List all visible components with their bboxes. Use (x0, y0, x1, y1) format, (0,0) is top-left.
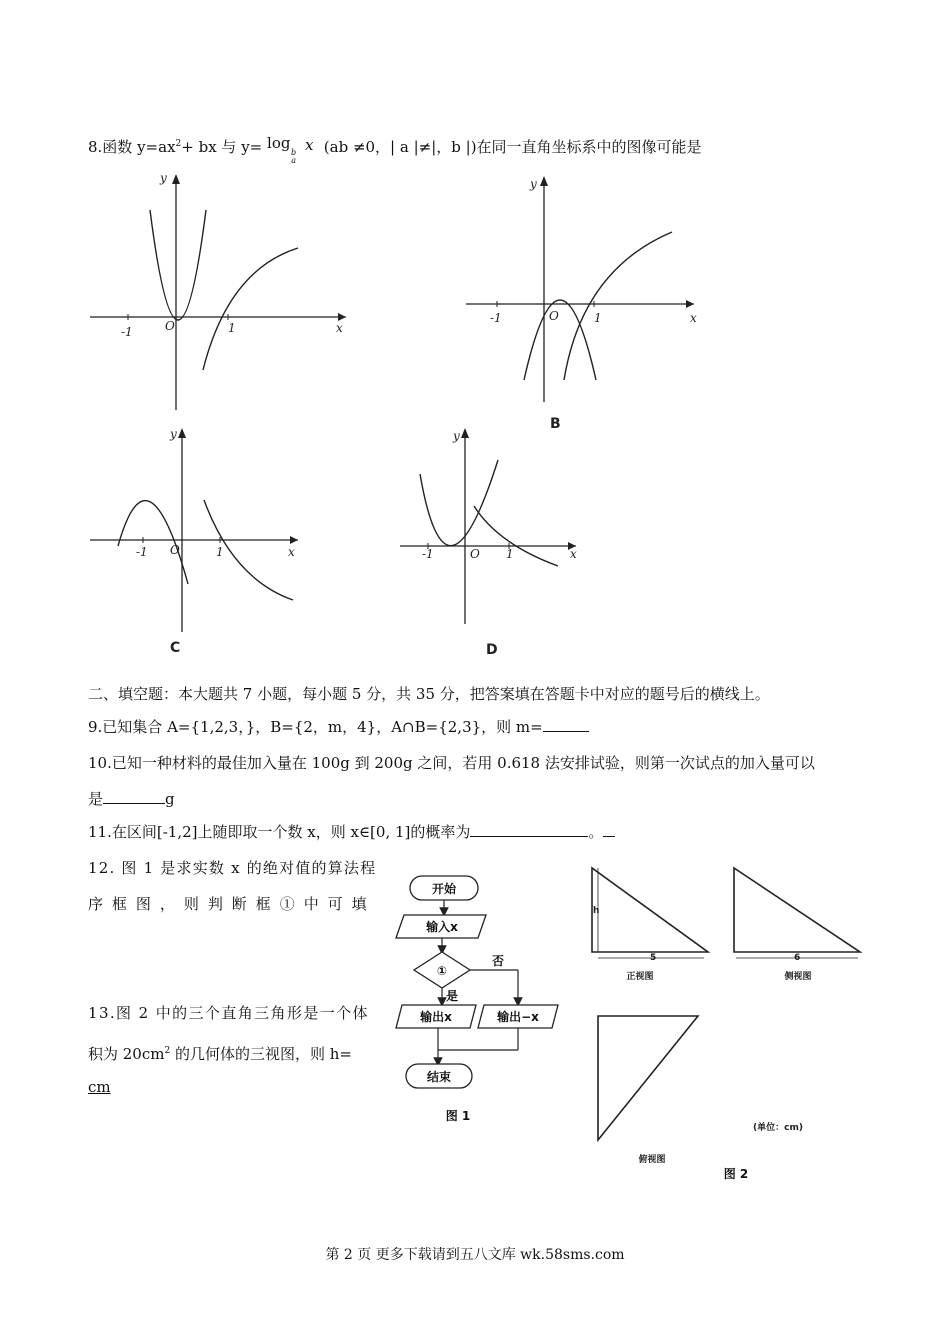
axis-x-label: x (288, 545, 295, 559)
no-label: 否 (492, 954, 505, 968)
graph-option-b (462, 170, 722, 432)
question-9: 9.已知集合 A={1,2,3，}，B={2，m，4}，A∩B={2,3}，则 m= (88, 717, 589, 737)
end-label: 结束 (426, 1070, 452, 1084)
axis-x-label: x (570, 547, 577, 561)
origin-label: O (470, 547, 480, 561)
tick-1: 1 (228, 321, 236, 335)
tick-neg1: -1 (136, 545, 148, 559)
dim-6: 6 (794, 953, 801, 963)
origin-label: O (549, 309, 559, 323)
figure-2-caption: 图 2 (723, 1167, 749, 1181)
log-expression: log x b a (267, 134, 314, 165)
side-view-label: 侧视图 (784, 972, 812, 982)
front-view-label: 正视图 (626, 972, 654, 982)
question-13-line1: 13.图 2 中的三个直角三角形是一个体 (88, 1004, 369, 1022)
section-2-heading: 二、填空题：本大题共 7 小题，每小题 5 分，共 35 分，把答案填在答题卡中对应的题号后的横线上。 (88, 685, 770, 703)
front-view-triangle (592, 868, 708, 952)
tick-neg1: -1 (422, 547, 434, 561)
tick-1: 1 (594, 311, 602, 325)
axis-y-label: y (170, 427, 177, 441)
yes-label: 是 (446, 989, 459, 1003)
graph-option-d (398, 424, 588, 660)
axis-x-label: x (336, 321, 343, 335)
tick-1: 1 (216, 545, 224, 559)
answer-blank-10[interactable] (103, 789, 165, 804)
log-base: b a (291, 148, 297, 165)
option-c-label: C (170, 640, 181, 656)
input-label: 输入x (426, 920, 458, 934)
condition-label: ① (436, 964, 448, 978)
axis-y-label: y (453, 429, 460, 443)
output-x-label: 输出x (420, 1010, 452, 1024)
figure-1-caption: 图 1 (445, 1109, 471, 1123)
output-neg-x-label: 输出−x (497, 1010, 539, 1024)
option-b-label: B (550, 416, 561, 432)
question-8: 8.函数 $y=ax^2+$ bx 与 y= log x b a (ab ≠0，| a |≠|，b |)在同一直角坐标系中的图像可能是 (88, 134, 702, 165)
answer-blank-11[interactable] (470, 822, 588, 837)
start-label: 开始 (431, 882, 457, 896)
question-12-line1: 12. 图 1 是求实数 x 的绝对值的算法程 (88, 859, 377, 877)
question-11: 11.在区间[-1,2]上随即取一个数 x，则 x∈[0, 1]的概率为 。 (88, 822, 615, 842)
page-footer: 第 2 页 更多下载请到五八文库 wk.58sms.com (325, 1247, 625, 1263)
option-d-label: D (486, 642, 498, 658)
tick-1: 1 (506, 547, 514, 561)
three-views-figure-2 (582, 860, 882, 1190)
top-view-triangle (598, 1016, 698, 1140)
origin-label: O (170, 543, 180, 557)
axis-x-label: x (690, 311, 697, 325)
tick-neg1: -1 (121, 325, 133, 339)
tick-neg1: -1 (490, 311, 502, 325)
question-12-line2: 序 框 图 ， 则 判 断 框 ① 中 可 填 (88, 895, 369, 913)
axis-y-label: y (530, 177, 537, 191)
top-view-label: 俯视图 (638, 1155, 666, 1165)
flowchart-figure-1 (392, 866, 572, 1128)
side-view-triangle (734, 868, 860, 952)
answer-blank-9[interactable] (543, 717, 589, 732)
dim-5: 5 (650, 953, 657, 963)
unit-label: (单位：cm) (753, 1123, 803, 1133)
dim-h: h (593, 906, 600, 916)
question-10-line2: 是 g (88, 790, 175, 808)
question-13-line3: cm (88, 1078, 111, 1096)
question-13-line2: 积为 $20cm^2$ 的几何体的三视图，则 h= (88, 1045, 352, 1063)
axis-y-label: y (160, 171, 167, 185)
graph-option-c (88, 424, 308, 656)
question-10-line1: 10.已知一种材料的最佳加入量在 100g 到 200g 之间，若用 0.618 法安排试验，则第一次试点的加入量可以 (88, 754, 815, 772)
graph-option-a (88, 170, 358, 410)
origin-label: O (165, 319, 175, 333)
